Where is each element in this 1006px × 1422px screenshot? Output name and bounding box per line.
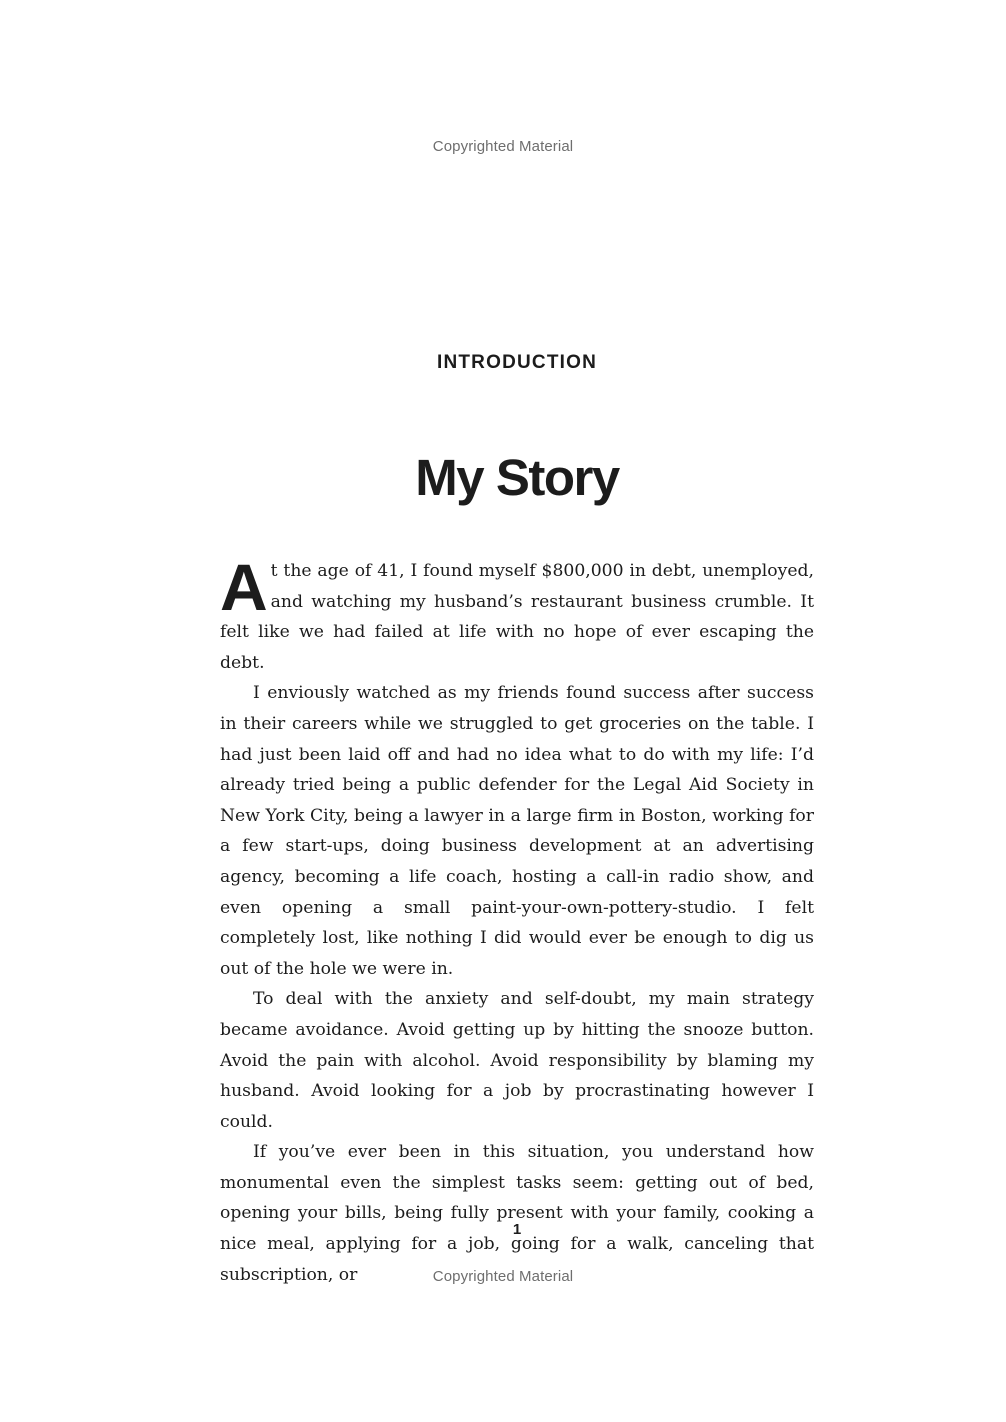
body-text	[220, 550, 814, 1290]
chapter-title: My Story	[415, 449, 619, 506]
drop-cap: A	[220, 550, 268, 624]
copyright-watermark-bottom: Copyrighted Material	[432, 1268, 574, 1285]
chapter-label: INTRODUCTION	[436, 352, 598, 373]
page-number: 1	[512, 1221, 522, 1238]
paragraph-4: If you’ve ever been in this situation, you understand how monumental even the simplest tasks seem: getting out of bed, opening your bills, being fully present with your family, cooking a nice meal, applying for a job, going for a walk, canceling that subscription, or	[220, 1142, 814, 1285]
paragraph-1	[220, 550, 814, 678]
paragraph-1-text: t the age of 41, I found myself $800,000 in debt, unemployed, and watching my husband’s restaurant business crumble. It felt like we had failed at life with no hope of ever escaping the debt.	[220, 561, 814, 673]
paragraph-3: To deal with the anxiety and self-doubt, my main strategy became avoidance. Avoid getting up by hitting the snooze button. Avoid the pain with alcohol. Avoid responsibility by blaming my husband. Avoid looking for a job by procrastinating however I could.	[220, 989, 814, 1132]
paragraph-2: I enviously watched as my friends found success after success in their careers while we struggled to get groceries on the table. I had just been laid off and had no idea what to do with my life: I’d already tried being a public defender for the Legal Aid Society in New York City, being a lawyer in a large firm in Boston, working for a few start-ups, doing business development at an advertising agency, becoming a life coach, hosting a call-in radio show, and even opening a small paint-your-own-pottery-studio. I felt completely lost, like nothing I did would ever be enough to dig us out of the hole we were in.	[220, 683, 814, 979]
copyright-watermark-top: Copyrighted Material	[432, 138, 574, 155]
